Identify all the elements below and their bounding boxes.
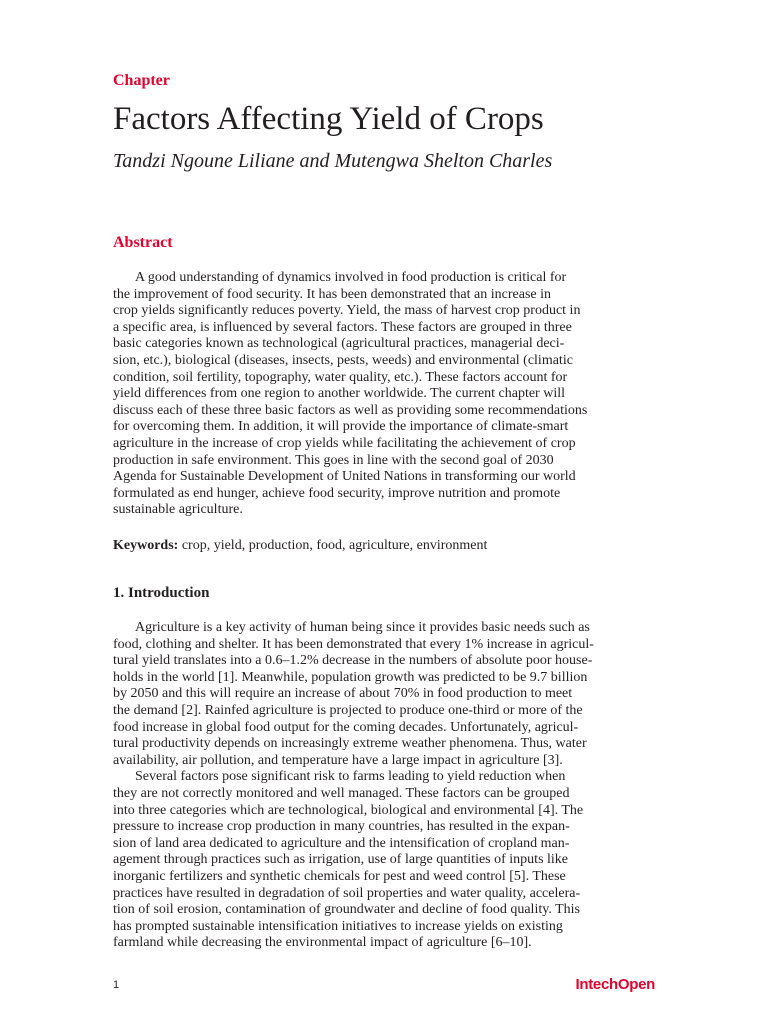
keywords	[113, 537, 487, 554]
abstract-heading: Abstract	[113, 234, 173, 251]
intro-line: into three categories which are technological, biological and environmental [4]. The	[113, 802, 584, 818]
abstract-line: condition, soil fertility, topography, water quality, etc.). These factors account for	[113, 369, 568, 385]
chapter-title: Factors Affecting Yield of Crops	[113, 101, 544, 137]
intro-line: tural productivity depends on increasingly extreme weather phenomena. Thus, water	[113, 736, 587, 752]
abstract-line: discuss each of these three basic factors as well as providing some recommendations	[113, 402, 588, 418]
intro-line: Agriculture is a key activity of human being since it provides basic needs such as	[135, 620, 590, 635]
abstract-line: agriculture in the increase of crop yields while facilitating the achievement of crop	[113, 435, 576, 451]
keywords-label: Keywords:	[113, 538, 179, 553]
intro-line: food, clothing and shelter. It has been demonstrated that every 1% increase in agricul-	[113, 636, 594, 652]
intro-line: by 2050 and this will require an increase of about 70% in food production to meet	[113, 686, 573, 702]
introduction-body	[113, 620, 658, 952]
abstract-line: crop yields significantly reduces poverty. Yield, the mass of harvest crop product in	[113, 303, 581, 319]
intro-line: Several factors pose significant risk to farms leading to yield reduction when	[135, 769, 566, 785]
keywords-text: crop, yield, production, food, agriculture, environment	[178, 538, 488, 553]
intro-line: agement through practices such as irrigation, use of large quantities of inputs like	[113, 852, 569, 868]
abstract-line: a specific area, is influenced by several factors. These factors are grouped in three	[113, 319, 572, 335]
intro-line: the demand [2]. Rainfed agriculture is projected to produce one-third or more of the	[113, 702, 583, 718]
intro-line: tural yield translates into a 0.6–1.2% decrease in the numbers of absolute poor house-	[113, 653, 593, 669]
abstract-line: A good understanding of dynamics involved in food production is critical for	[135, 270, 567, 285]
authors: Tandzi Ngoune Liliane and Mutengwa Shelton Charles	[113, 150, 553, 172]
abstract-line: production in safe environment. This goes in line with the second goal of 2030	[113, 452, 554, 468]
abstract-line: for overcoming them. In addition, it will provide the importance of climate-smart	[113, 419, 569, 435]
intro-line: farmland while decreasing the environmental impact of agriculture [6–10].	[113, 935, 532, 951]
abstract-line: yield differences from one region to another worldwide. The current chapter will	[113, 386, 565, 402]
abstract-line: basic categories known as technological (agricultural practices, managerial deci-	[113, 336, 565, 352]
intro-line: practices have resulted in degradation of soil properties and water quality, accelera-	[113, 885, 581, 901]
intro-line: has prompted sustainable intensification initiatives to increase yields on existing	[113, 918, 563, 934]
intro-line: sion of land area dedicated to agriculture and the intensification of cropland man-	[113, 835, 570, 851]
abstract-line: sion, etc.), biological (diseases, insects, pests, weeds) and environmental (climatic	[113, 352, 573, 368]
intro-line: inorganic fertilizers and synthetic chemicals for pest and weed control [5]. These	[113, 868, 566, 884]
abstract-line: the improvement of food security. It has been demonstrated that an increase in	[113, 286, 551, 302]
document-page	[113, 0, 658, 1024]
intechopen-logo: IntechOpen	[575, 976, 655, 993]
intro-line: availability, air pollution, and temperature have a large impact in agriculture [3].	[113, 752, 563, 768]
intro-line: pressure to increase crop production in many countries, has resulted in the expan-	[113, 819, 570, 835]
page-number: 1	[113, 979, 120, 991]
intro-line: tion of soil erosion, contamination of groundwater and decline of food quality. This	[113, 902, 580, 918]
introduction-heading: 1. Introduction	[113, 585, 210, 601]
intro-line: they are not correctly monitored and well managed. These factors can be grouped	[113, 785, 570, 801]
chapter-label: Chapter	[113, 72, 170, 89]
abstract-line: Agenda for Sustainable Development of United Nations in transforming our world	[113, 469, 576, 485]
intro-line: holds in the world [1]. Meanwhile, population growth was predicted to be 9.7 billion	[113, 669, 588, 685]
abstract-line: formulated as end hunger, achieve food security, improve nutrition and promote	[113, 485, 561, 501]
abstract-body	[113, 270, 658, 519]
abstract-line: sustainable agriculture.	[113, 502, 243, 518]
intro-line: food increase in global food output for the coming decades. Unfortunately, agricul-	[113, 719, 579, 735]
